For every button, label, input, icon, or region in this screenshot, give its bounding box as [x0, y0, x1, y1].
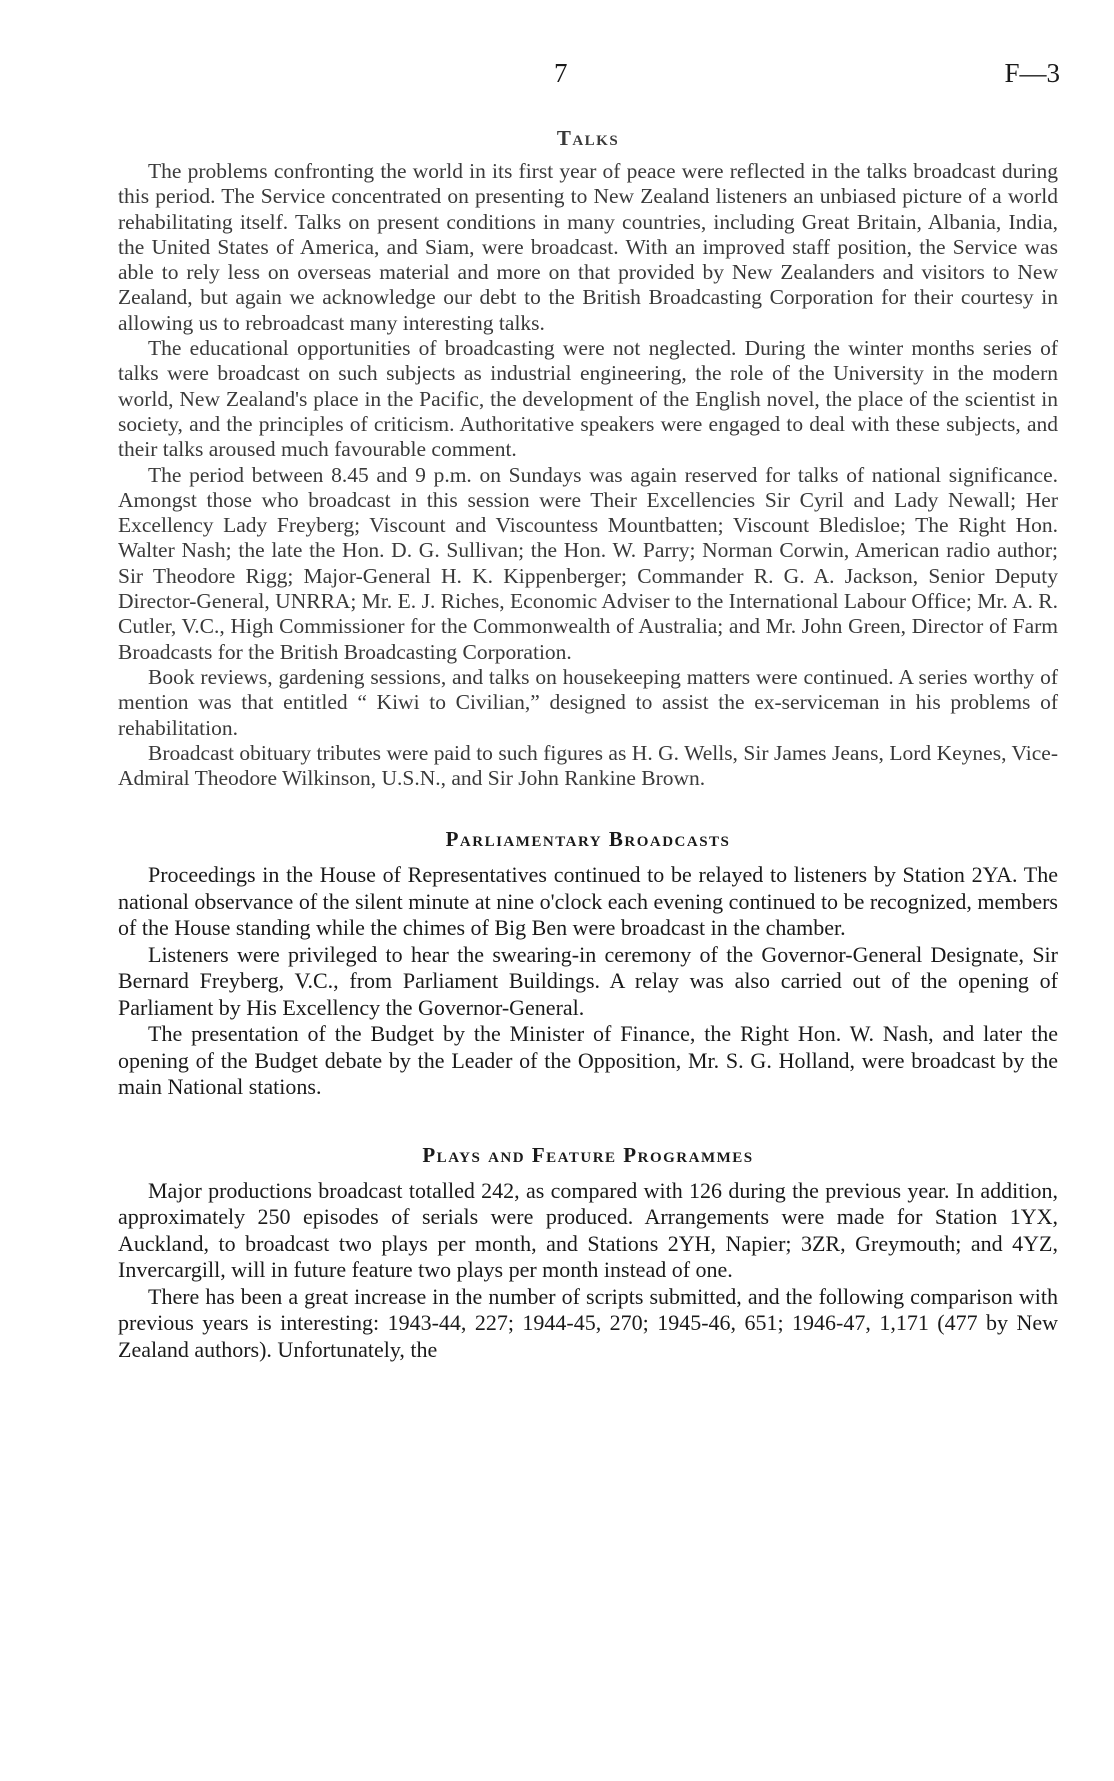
section-plays-and-feature-programmes — [118, 1143, 1058, 1364]
section-talks — [118, 126, 1058, 791]
paragraph: Listeners were privileged to hear the swearing-in ceremony of the Governor-General Designate, Sir Bernard Freyberg, V.C., from Parliament Buildings. A relay was also carried out of the opening of Parliament by His Excellency the Governor-General. — [118, 941, 1058, 1020]
paragraph: Major productions broadcast totalled 242, as compared with 126 during the previous year. In addition, approximately 250 episodes of serials were produced. Arrangements were made for Station 1YX, Auckland, to broadcast two plays per month, and Stations 2YH, Napier; 3ZR, Greymouth; and 4YZ, Invercargill, will in future feature two plays per month instead of one. — [118, 1177, 1058, 1283]
paragraph: Book reviews, gardening sessions, and talks on housekeeping matters were continued. A series worthy of mention was that entitled “ Kiwi to Civilian,” designed to assist the ex-serviceman in his problems of rehabilitation. — [118, 664, 1058, 740]
section-heading-talks: Talks — [556, 126, 620, 150]
page-number: 7 — [554, 58, 568, 88]
paragraph: The educational opportunities of broadcasting were not neglected. During the winter months series of talks were broadcast on such subjects as industrial engineering, the role of the University in the modern world, New Zealand's place in the Pacific, the development of the English novel, the place of the scientist in society, and the principles of criticism. Authoritative speakers were engaged to deal with these subjects, and their talks aroused much favourable comment. — [118, 336, 1058, 462]
document-reference: F—3 — [1004, 58, 1060, 88]
paragraph: The presentation of the Budget by the Minister of Finance, the Right Hon. W. Nash, and later the opening of the Budget debate by the Leader of the Opposition, Mr. S. G. Holland, were broadcast by the main National stations. — [118, 1021, 1058, 1100]
paragraph: Proceedings in the House of Representatives continued to be relayed to listeners by Station 2YA. The national observance of the silent minute at nine o'clock each evening continued to be recognized, members of the House standing while the chimes of Big Ben were broadcast in the chamber. — [118, 862, 1058, 941]
section-heading-parliamentary-broadcasts: Parliamentary Broadcasts — [445, 827, 731, 852]
section-parliamentary-broadcasts — [118, 827, 1058, 1101]
paragraph: The period between 8.45 and 9 p.m. on Sundays was again reserved for talks of national significance. Amongst those who broadcast in this session were Their Excellencies Sir Cyril and Lady Newall; Her Excellency Lady Freyberg; Viscount and Viscountess Mountbatten; Viscount Bledisloe; The Right Hon. Walter Nash; the late the Hon. D. G. Sullivan; the Hon. W. Parry; Norman Corwin, American radio author; Sir Theodore Rigg; Major-General H. K. Kippenberger; Commander R. G. A. Jackson, Senior Deputy Director-General, UNRRA; Mr. E. J. Riches, Economic Adviser to the International Labour Office; Mr. A. R. Cutler, V.C., High Commissioner for the Commonwealth of Australia; and Mr. John Green, Director of Farm Broadcasts for the British Broadcasting Corporation. — [118, 462, 1058, 664]
paragraph: The problems confronting the world in its first year of peace were reflected in the talks broadcast during this period. The Service concentrated on presenting to New Zealand listeners an unbiased picture of a world rehabilitating itself. Talks on present conditions in many countries, including Great Britain, Albania, India, the United States of America, and Siam, were broadcast. With an improved staff position, the Service was able to rely less on overseas material and more on that provided by New Zealanders and visitors to New Zealand, but again we acknowledge our debt to the British Broadcasting Corporation for their courtesy in allowing us to rebroadcast many interesting talks. — [118, 159, 1058, 335]
paragraph: Broadcast obituary tributes were paid to such figures as H. G. Wells, Sir James Jeans, Lord Keynes, Vice-Admiral Theodore Wilkinson, U.S.N., and Sir John Rankine Brown. — [118, 740, 1058, 791]
document-page — [118, 58, 1058, 1363]
paragraph: There has been a great increase in the number of scripts submitted, and the following comparison with previous years is interesting: 1943-44, 227; 1944-45, 270; 1945-46, 651; 1946-47, 1,171 (477 by New Zealand authors). Unfortunately, the — [118, 1283, 1058, 1362]
section-heading-plays-and-feature-programmes: Plays and Feature Programmes — [422, 1142, 754, 1167]
page-header — [118, 58, 1058, 98]
